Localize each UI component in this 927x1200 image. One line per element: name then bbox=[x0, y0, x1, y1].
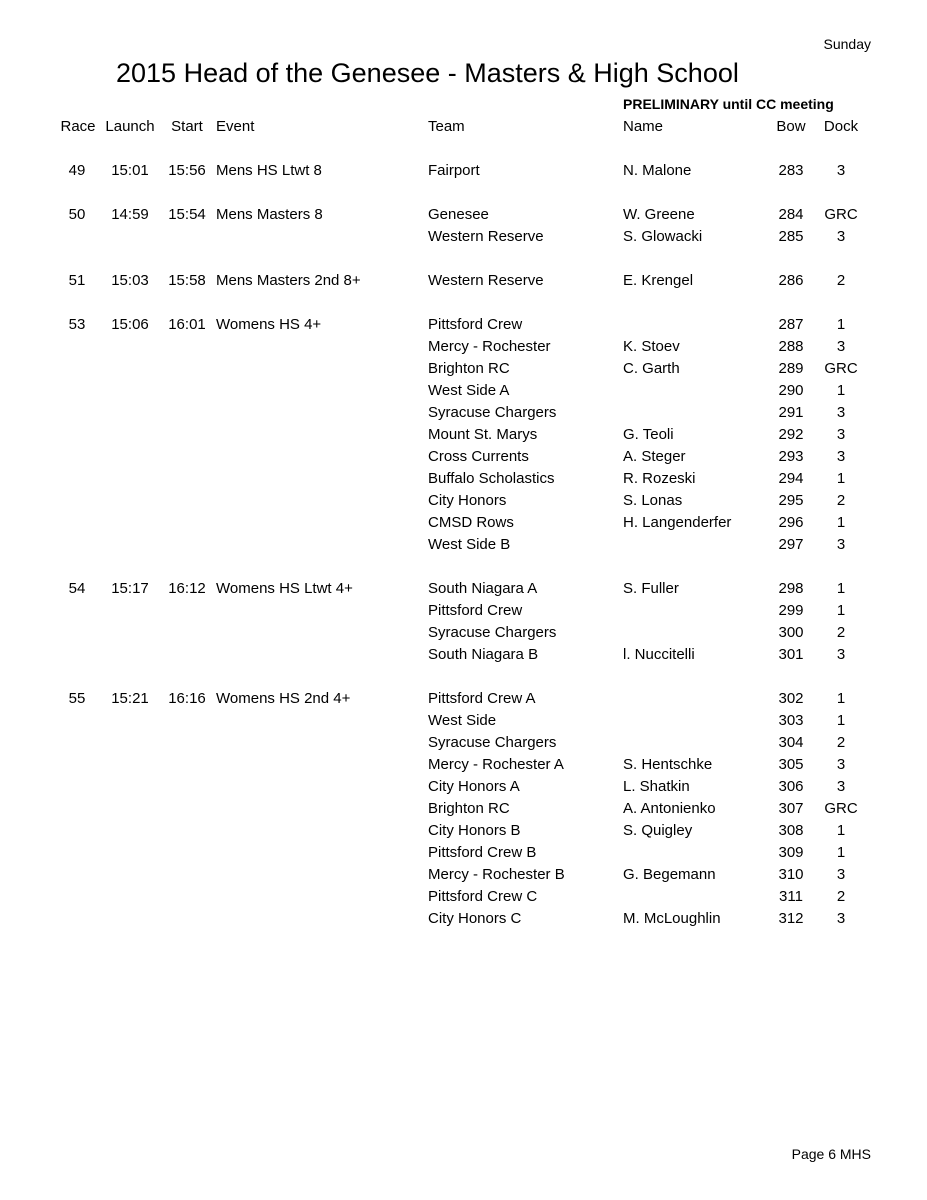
coxswain-name: S. Lonas bbox=[623, 492, 683, 509]
dock-value: 3 bbox=[836, 536, 846, 553]
table-row bbox=[0, 446, 927, 468]
dock-value: 1 bbox=[836, 712, 846, 729]
dock-value: 2 bbox=[836, 888, 846, 905]
preliminary-note: PRELIMINARY until CC meeting bbox=[623, 96, 834, 112]
race-number: 49 bbox=[68, 162, 86, 179]
table-row bbox=[0, 270, 927, 292]
race-number: 54 bbox=[68, 580, 86, 597]
dock-value: 2 bbox=[836, 624, 846, 641]
dock-value: 1 bbox=[836, 602, 846, 619]
coxswain-name: l. Nuccitelli bbox=[623, 646, 695, 663]
coxswain-name: A. Steger bbox=[623, 448, 686, 465]
team-name: Pittsford Crew B bbox=[428, 844, 537, 861]
table-row bbox=[0, 600, 927, 622]
dock-value: 3 bbox=[836, 404, 846, 421]
launch-time: 15:17 bbox=[111, 580, 149, 597]
coxswain-name: K. Stoev bbox=[623, 338, 680, 355]
dock-value: 3 bbox=[836, 866, 846, 883]
table-row bbox=[0, 842, 927, 864]
page-day: Sunday bbox=[823, 36, 871, 52]
dock-value: GRC bbox=[824, 206, 858, 223]
header-bow: Bow bbox=[776, 118, 806, 135]
team-name: Brighton RC bbox=[428, 360, 510, 377]
bow-number: 290 bbox=[778, 382, 804, 399]
table-row bbox=[0, 578, 927, 600]
table-row bbox=[0, 644, 927, 666]
race-number: 53 bbox=[68, 316, 86, 333]
bow-number: 310 bbox=[778, 866, 804, 883]
team-name: West Side B bbox=[428, 536, 511, 553]
coxswain-name: C. Garth bbox=[623, 360, 680, 377]
bow-number: 309 bbox=[778, 844, 804, 861]
dock-value: 3 bbox=[836, 228, 846, 245]
coxswain-name: E. Krengel bbox=[623, 272, 694, 289]
team-name: Mount St. Marys bbox=[428, 426, 538, 443]
coxswain-name: A. Antonienko bbox=[623, 800, 716, 817]
table-row bbox=[0, 776, 927, 798]
coxswain-name: S. Quigley bbox=[623, 822, 693, 839]
coxswain-name: L. Shatkin bbox=[623, 778, 690, 795]
header-race: Race bbox=[60, 118, 96, 135]
coxswain-name: S. Hentschke bbox=[623, 756, 713, 773]
table-row bbox=[0, 512, 927, 534]
bow-number: 293 bbox=[778, 448, 804, 465]
dock-value: 3 bbox=[836, 778, 846, 795]
bow-number: 296 bbox=[778, 514, 804, 531]
bow-number: 304 bbox=[778, 734, 804, 751]
event-name: Mens HS Ltwt 8 bbox=[216, 162, 322, 179]
bow-number: 305 bbox=[778, 756, 804, 773]
dock-value: 1 bbox=[836, 844, 846, 861]
bow-number: 302 bbox=[778, 690, 804, 707]
table-row bbox=[0, 402, 927, 424]
dock-value: 3 bbox=[836, 338, 846, 355]
dock-value: 1 bbox=[836, 316, 846, 333]
bow-number: 283 bbox=[778, 162, 804, 179]
launch-time: 15:06 bbox=[111, 316, 149, 333]
team-name: CMSD Rows bbox=[428, 514, 514, 531]
dock-value: 1 bbox=[836, 470, 846, 487]
team-name: Pittsford Crew C bbox=[428, 888, 538, 905]
start-time: 16:01 bbox=[168, 316, 206, 333]
dock-value: 3 bbox=[836, 910, 846, 927]
launch-time: 14:59 bbox=[111, 206, 149, 223]
table-row bbox=[0, 710, 927, 732]
team-name: Western Reserve bbox=[428, 228, 544, 245]
bow-number: 307 bbox=[778, 800, 804, 817]
table-row bbox=[0, 798, 927, 820]
start-time: 16:16 bbox=[168, 690, 206, 707]
table-row bbox=[0, 688, 927, 710]
table-row bbox=[0, 820, 927, 842]
team-name: West Side A bbox=[428, 382, 510, 399]
dock-value: 3 bbox=[836, 162, 846, 179]
header-team: Team bbox=[428, 118, 465, 135]
team-name: Pittsford Crew bbox=[428, 316, 523, 333]
team-name: Pittsford Crew bbox=[428, 602, 523, 619]
table-row bbox=[0, 380, 927, 402]
coxswain-name: H. Langenderfer bbox=[623, 514, 732, 531]
bow-number: 312 bbox=[778, 910, 804, 927]
team-name: Syracuse Chargers bbox=[428, 624, 557, 641]
team-name: Buffalo Scholastics bbox=[428, 470, 555, 487]
bow-number: 284 bbox=[778, 206, 804, 223]
page-title: 2015 Head of the Genesee - Masters & High School bbox=[116, 58, 739, 88]
race-number: 51 bbox=[68, 272, 86, 289]
dock-value: 1 bbox=[836, 514, 846, 531]
dock-value: GRC bbox=[824, 800, 858, 817]
bow-number: 294 bbox=[778, 470, 804, 487]
table-row bbox=[0, 886, 927, 908]
team-name: City Honors C bbox=[428, 910, 522, 927]
team-name: City Honors A bbox=[428, 778, 520, 795]
bow-number: 295 bbox=[778, 492, 804, 509]
bow-number: 300 bbox=[778, 624, 804, 641]
team-name: Syracuse Chargers bbox=[428, 404, 557, 421]
table-row bbox=[0, 864, 927, 886]
table-row bbox=[0, 226, 927, 248]
column-header-row bbox=[0, 116, 927, 138]
coxswain-name: N. Malone bbox=[623, 162, 692, 179]
team-name: Syracuse Chargers bbox=[428, 734, 557, 751]
table-row bbox=[0, 754, 927, 776]
dock-value: 1 bbox=[836, 822, 846, 839]
table-row bbox=[0, 490, 927, 512]
bow-number: 286 bbox=[778, 272, 804, 289]
start-time: 15:54 bbox=[168, 206, 206, 223]
start-time: 15:56 bbox=[168, 162, 206, 179]
bow-number: 301 bbox=[778, 646, 804, 663]
bow-number: 306 bbox=[778, 778, 804, 795]
dock-value: 1 bbox=[836, 382, 846, 399]
dock-value: 3 bbox=[836, 448, 846, 465]
team-name: Mercy - Rochester bbox=[428, 338, 551, 355]
bow-number: 298 bbox=[778, 580, 804, 597]
table-row bbox=[0, 622, 927, 644]
team-name: South Niagara A bbox=[428, 580, 538, 597]
race-number: 50 bbox=[68, 206, 86, 223]
dock-value: 2 bbox=[836, 734, 846, 751]
table-row bbox=[0, 468, 927, 490]
bow-number: 297 bbox=[778, 536, 804, 553]
table-row bbox=[0, 908, 927, 930]
bow-number: 308 bbox=[778, 822, 804, 839]
bow-number: 289 bbox=[778, 360, 804, 377]
coxswain-name: G. Begemann bbox=[623, 866, 716, 883]
bow-number: 292 bbox=[778, 426, 804, 443]
event-name: Womens HS 2nd 4+ bbox=[216, 690, 351, 707]
launch-time: 15:03 bbox=[111, 272, 149, 289]
table-row bbox=[0, 314, 927, 336]
header-launch: Launch bbox=[105, 118, 155, 135]
header-start: Start bbox=[171, 118, 203, 135]
team-name: Genesee bbox=[428, 206, 489, 223]
table-row bbox=[0, 732, 927, 754]
table-row bbox=[0, 160, 927, 182]
event-name: Womens HS Ltwt 4+ bbox=[216, 580, 353, 597]
team-name: Fairport bbox=[428, 162, 480, 179]
team-name: Brighton RC bbox=[428, 800, 510, 817]
dock-value: 1 bbox=[836, 690, 846, 707]
bow-number: 287 bbox=[778, 316, 804, 333]
team-name: Mercy - Rochester B bbox=[428, 866, 565, 883]
team-name: West Side bbox=[428, 712, 497, 729]
header-event: Event bbox=[216, 118, 255, 135]
table-row bbox=[0, 534, 927, 556]
team-name: Western Reserve bbox=[428, 272, 544, 289]
event-name: Mens Masters 8 bbox=[216, 206, 323, 223]
dock-value: 1 bbox=[836, 580, 846, 597]
header-dock: Dock bbox=[823, 118, 859, 135]
race-number: 55 bbox=[68, 690, 86, 707]
team-name: Cross Currents bbox=[428, 448, 529, 465]
bow-number: 311 bbox=[779, 888, 803, 905]
table-row bbox=[0, 204, 927, 226]
team-name: City Honors bbox=[428, 492, 507, 509]
launch-time: 15:01 bbox=[111, 162, 149, 179]
coxswain-name: W. Greene bbox=[623, 206, 695, 223]
coxswain-name: R. Rozeski bbox=[623, 470, 696, 487]
header-name: Name bbox=[623, 118, 664, 135]
bow-number: 303 bbox=[778, 712, 804, 729]
page-footer: Page 6 MHS bbox=[791, 1146, 871, 1162]
bow-number: 291 bbox=[778, 404, 804, 421]
event-name: Womens HS 4+ bbox=[216, 316, 322, 333]
coxswain-name: S. Fuller bbox=[623, 580, 679, 597]
table-row bbox=[0, 336, 927, 358]
dock-value: 3 bbox=[836, 426, 846, 443]
dock-value: GRC bbox=[824, 360, 858, 377]
team-name: Mercy - Rochester A bbox=[428, 756, 564, 773]
table-row bbox=[0, 358, 927, 380]
team-name: City Honors B bbox=[428, 822, 521, 839]
bow-number: 299 bbox=[778, 602, 804, 619]
event-name: Mens Masters 2nd 8+ bbox=[216, 272, 361, 289]
coxswain-name: S. Glowacki bbox=[623, 228, 703, 245]
dock-value: 2 bbox=[836, 272, 846, 289]
start-time: 16:12 bbox=[168, 580, 206, 597]
team-name: Pittsford Crew A bbox=[428, 690, 536, 707]
table-row bbox=[0, 424, 927, 446]
bow-number: 288 bbox=[778, 338, 804, 355]
bow-number: 285 bbox=[778, 228, 804, 245]
dock-value: 3 bbox=[836, 646, 846, 663]
coxswain-name: G. Teoli bbox=[623, 426, 674, 443]
coxswain-name: M. McLoughlin bbox=[623, 910, 721, 927]
start-time: 15:58 bbox=[168, 272, 206, 289]
dock-value: 3 bbox=[836, 756, 846, 773]
team-name: South Niagara B bbox=[428, 646, 539, 663]
dock-value: 2 bbox=[836, 492, 846, 509]
launch-time: 15:21 bbox=[111, 690, 149, 707]
